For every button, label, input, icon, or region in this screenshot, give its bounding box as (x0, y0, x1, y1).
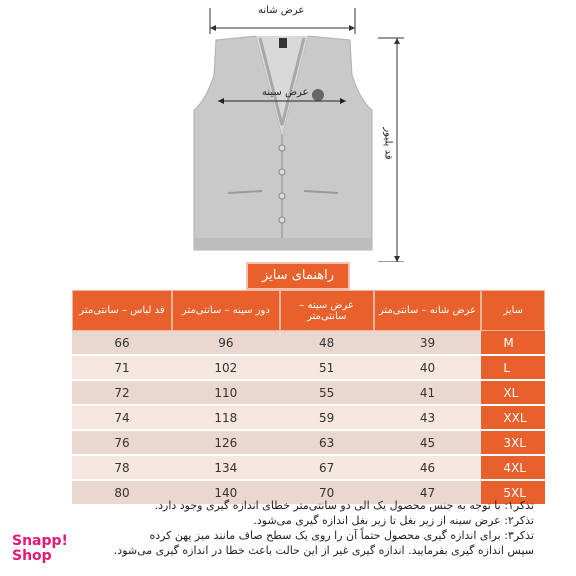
table-row (72, 356, 545, 381)
notes (94, 498, 534, 558)
table-row (72, 406, 545, 431)
cell-chest-width: 70 (280, 481, 374, 506)
chest-width-label: عرض سینه (262, 87, 309, 98)
height-label: قد پلیور (382, 127, 394, 160)
cell-length: 80 (72, 481, 172, 506)
cell-size: L (481, 356, 545, 381)
cell-chest-width: 67 (280, 456, 374, 481)
cell-shoulder-width: 43 (374, 406, 482, 431)
cell-shoulder-width: 41 (374, 381, 482, 406)
cell-length: 76 (72, 431, 172, 456)
garment-diagram (0, 0, 576, 262)
table-row (72, 331, 545, 356)
col-header-shoulder-width: عرض شانه – سانتی‌متر (374, 290, 482, 331)
note-1: تذکر۱: با توجه به جنس محصول یک الی دو سانتی‌متر خطای اندازه گیری وجود دارد. (154, 499, 534, 512)
cell-chest-width: 51 (280, 356, 374, 381)
cell-length: 66 (72, 331, 172, 356)
cell-length: 74 (72, 406, 172, 431)
vest-illustration (0, 0, 576, 262)
size-table (72, 290, 545, 506)
table-row (72, 381, 545, 406)
cell-chest-width: 48 (280, 331, 374, 356)
cell-chest-width: 63 (280, 431, 374, 456)
col-header-length: قد لباس – سانتی‌متر (72, 290, 172, 331)
cell-chest-width: 59 (280, 406, 374, 431)
col-header-chest-circumference: دور سینه – سانتی‌متر (172, 290, 280, 331)
cell-length: 78 (72, 456, 172, 481)
cell-shoulder-width: 46 (374, 456, 482, 481)
cell-chest-circumference: 118 (172, 406, 280, 431)
cell-chest-circumference: 140 (172, 481, 280, 506)
col-header-chest-width: عرض سینه – سانتی‌متر (280, 290, 374, 331)
cell-size: 5XL (481, 481, 545, 506)
cell-length: 71 (72, 356, 172, 381)
table-header-row (72, 290, 545, 331)
cell-shoulder-width: 39 (374, 331, 482, 356)
note-2: تذکر۲: عرض سینه از زیر بغل تا زیر بغل اندازه گیری می‌شود. (253, 514, 534, 527)
size-guide-title: راهنمای سایز (246, 262, 350, 290)
cell-size: 4XL (481, 456, 545, 481)
cell-chest-circumference: 102 (172, 356, 280, 381)
cell-shoulder-width: 47 (374, 481, 482, 506)
table-row (72, 456, 545, 481)
note-3: تذکر۳: برای اندازه گیری محصول حتماً آن را روی یک سطح صاف مانند میز پهن کرده (149, 529, 534, 542)
brand-logo (12, 534, 68, 564)
cell-shoulder-width: 40 (374, 356, 482, 381)
shoulder-width-label: عرض شانه (258, 5, 305, 16)
note-3-continued: سپس اندازه گیری بفرمایید. اندازه گیری غیر از این حالت باعث خطا در اندازه گیری می‌شود. (113, 544, 534, 557)
brand-line-1: Snapp! (12, 533, 68, 549)
cell-size: XL (481, 381, 545, 406)
col-header-size: سایز (481, 290, 545, 331)
brand-line-2: Shop (12, 548, 52, 564)
table-row (72, 431, 545, 456)
cell-chest-circumference: 126 (172, 431, 280, 456)
cell-chest-circumference: 96 (172, 331, 280, 356)
cell-chest-circumference: 110 (172, 381, 280, 406)
cell-size: XXL (481, 406, 545, 431)
cell-size: 3XL (481, 431, 545, 456)
cell-length: 72 (72, 381, 172, 406)
cell-chest-circumference: 134 (172, 456, 280, 481)
cell-shoulder-width: 45 (374, 431, 482, 456)
cell-chest-width: 55 (280, 381, 374, 406)
cell-size: M (481, 331, 545, 356)
